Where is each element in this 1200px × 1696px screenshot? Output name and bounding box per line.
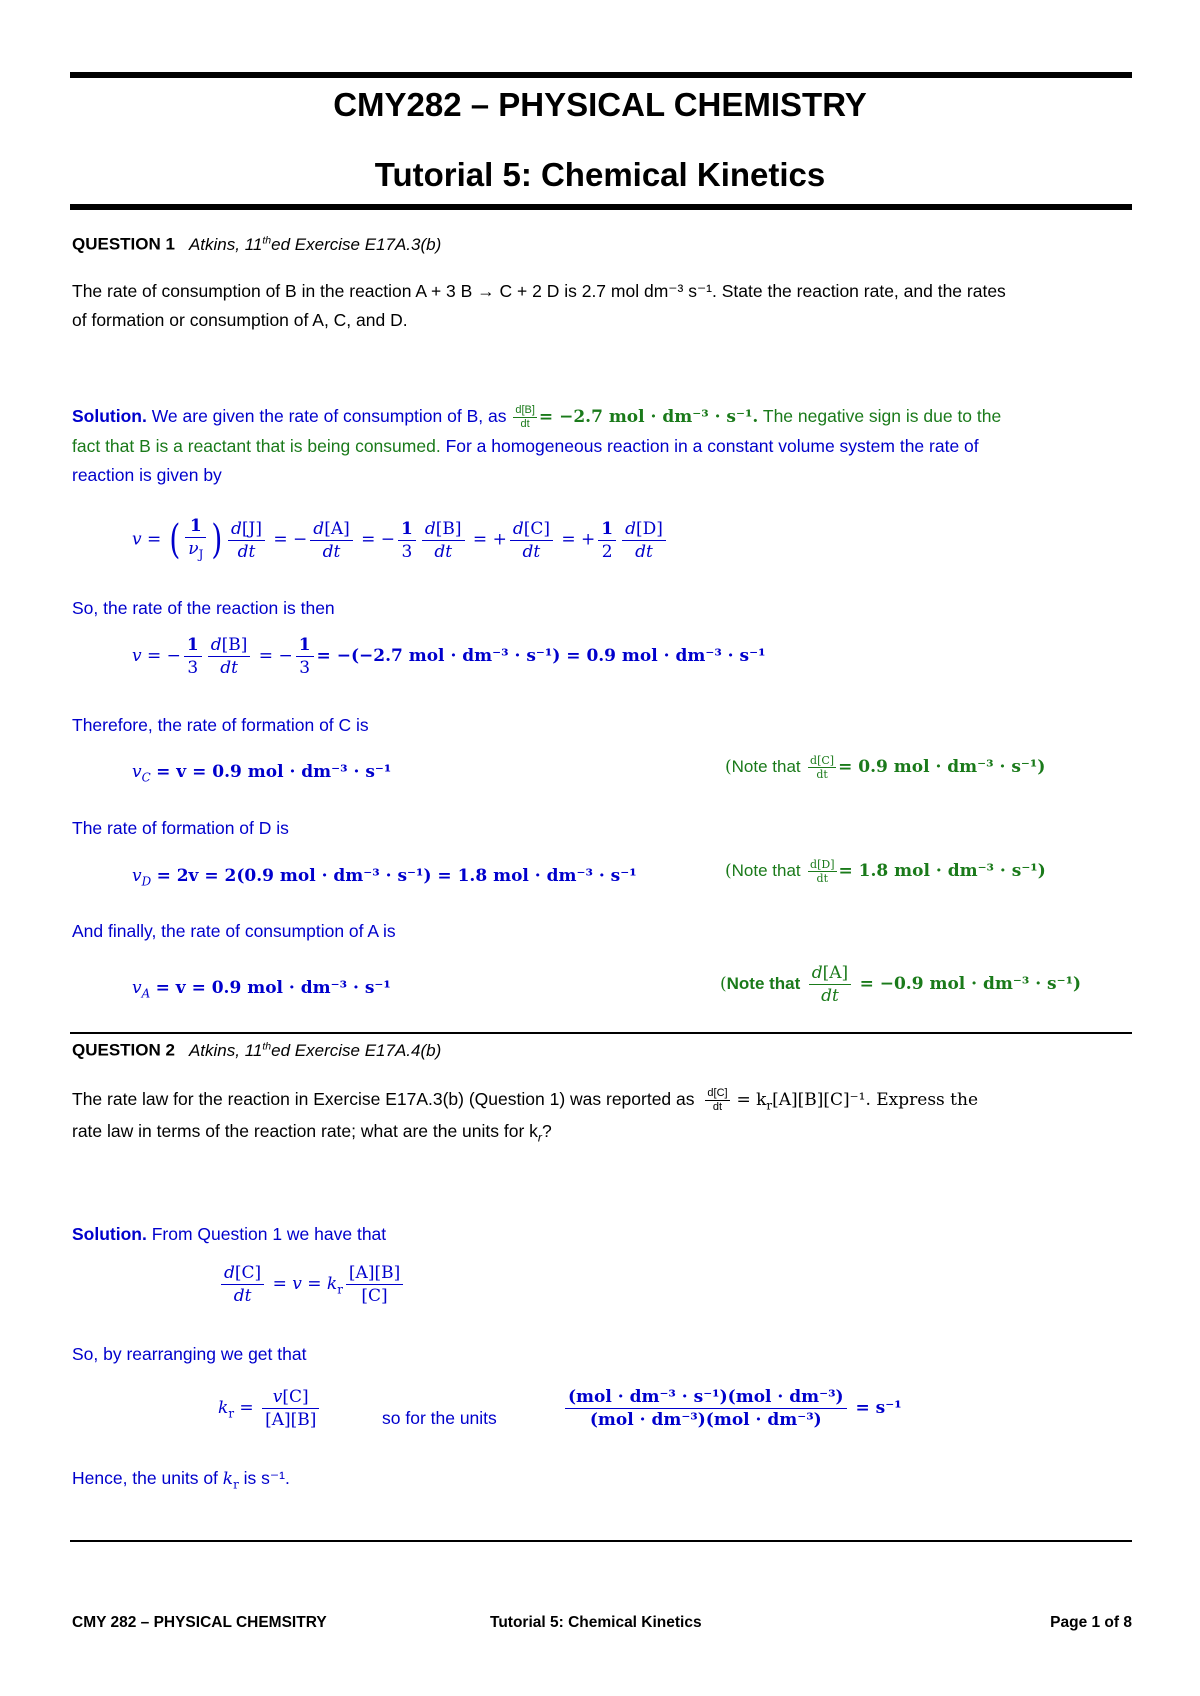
rate-constant-equation: $k_r$ = $\frac{v[C]}{[A][B]}$	[218, 1386, 322, 1431]
reaction-rate-equation: v = − $\frac{1}{3}$ $\frac{d[B]}{dt}$ = − $\frac{1}{3}$ = −(−2.7 mol · dm⁻³ · s⁻¹) = 0.9 mol · dm⁻³ · s⁻¹	[132, 635, 766, 678]
q1-therefore-c-text: Therefore, the rate of formation of C is	[72, 715, 369, 735]
footer-title: Tutorial 5: Chemical Kinetics	[490, 1614, 702, 1631]
q1-finally-a-text: And finally, the rate of consumption of A is	[72, 921, 396, 941]
q1-so-rate-text: So, the rate of the reaction is then	[72, 598, 335, 618]
q1-solution-intro: Solution. We are given the rate of consumption of B, as $\frac{d[B]}{dt}$ = −2.7 mol · dm⁻³ · s⁻¹. The negative sign is due to the fact that B is a reactant that is being consumed. For a homogeneous reaction in a constant volume system the rate of reaction is given by	[72, 403, 1002, 485]
note-a: (Note that $\frac{d[A]}{dt}$ = −0.9 mol · dm⁻³ · s⁻¹)	[720, 963, 1082, 1006]
note-c: (Note that $\frac{d[C]}{dt}$ = 0.9 mol · dm⁻³ · s⁻¹)	[725, 754, 1046, 781]
q2-rearrange-text: So, by rearranging we get that	[72, 1344, 307, 1364]
q1-rate-d-text: The rate of formation of D is	[72, 818, 289, 838]
q1-solution-label: Solution.	[72, 406, 147, 426]
question-1-reference: Atkins, 11thed Exercise E17A.3(b)	[188, 234, 442, 254]
note-d: (Note that $\frac{d[D]}{dt}$ = 1.8 mol · dm⁻³ · s⁻¹)	[725, 858, 1046, 885]
question-2-text: The rate law for the reaction in Exercise E17A.3(b) (Question 1) was reported as $\frac{d[C]}{dt}$ = $k_r[A][B][C]^{-1}$. Express the rate law in terms of the reaction rate; what are the units for $k_r$?	[72, 1086, 979, 1145]
q2-solution-intro: Solution. From Question 1 we have that	[72, 1224, 387, 1244]
rate-c-equation: $v_C = v = 0.9$ mol · dm⁻³ · s⁻¹	[132, 762, 392, 785]
question-1-text: The rate of consumption of B in the reaction A + 3 B → C + 2 D is 2.7 mol dm⁻³ s⁻¹. State the reaction rate, and the rates of formation or consumption of A, C, and D.	[72, 281, 1006, 330]
rate-d-equation: $v_D = 2v = 2(0.9$ mol · dm⁻³ · s⁻¹) = 1.8 mol · dm⁻³ · s⁻¹	[132, 866, 637, 889]
footer-rule	[70, 1540, 1132, 1542]
rate-law-equation: $\frac{d[C]}{dt}$ = $v = k_r$ $\frac{[A][B]}{[C]}$	[218, 1262, 406, 1307]
general-rate-equation: v = ( $\frac{1}{\nu_J}$ ) $\frac{d[J]}{dt}$ = − $\frac{d[A]}{dt}$ = − $\frac{1}{3}$ $\frac{d[B]}{dt}$ = + $\frac{d[C]}{dt}$ = + $\frac{1}{2}$ $\frac{d[D]}{dt}$	[132, 515, 669, 565]
question-1-label: QUESTION 1	[72, 234, 175, 254]
question-1-heading	[72, 234, 441, 255]
q2-hence-text: Hence, the units of $k_r$ is s⁻¹.	[72, 1468, 290, 1492]
footer-page-number: Page 1 of 8	[1050, 1614, 1132, 1631]
question-2-label: QUESTION 2	[72, 1040, 175, 1060]
units-equation: $\frac{\text{(mol · dm⁻³ · s⁻¹)(mol · dm⁻³)}}{\text{(mol · dm⁻³)(mol · dm⁻³)}}$ = s⁻¹	[562, 1386, 902, 1431]
header-rule	[70, 204, 1132, 210]
section-divider	[70, 1032, 1132, 1034]
q2-solution-label: Solution.	[72, 1224, 147, 1244]
rate-a-equation: $v_A = v = 0.9$ mol · dm⁻³ · s⁻¹	[132, 978, 391, 1001]
course-title: CMY282 – PHYSICAL CHEMISTRY	[333, 86, 867, 123]
footer-course: CMY 282 – PHYSICAL CHEMSITRY	[72, 1614, 327, 1631]
dB-dt-fraction: $\frac{d[B]}{dt}$	[515, 403, 535, 430]
question-2-heading	[72, 1040, 441, 1061]
units-label: so for the units	[382, 1408, 497, 1428]
top-rule	[70, 72, 1132, 78]
question-2-reference: Atkins, 11thed Exercise E17A.4(b)	[188, 1040, 442, 1060]
tutorial-title: Tutorial 5: Chemical Kinetics	[374, 156, 826, 193]
